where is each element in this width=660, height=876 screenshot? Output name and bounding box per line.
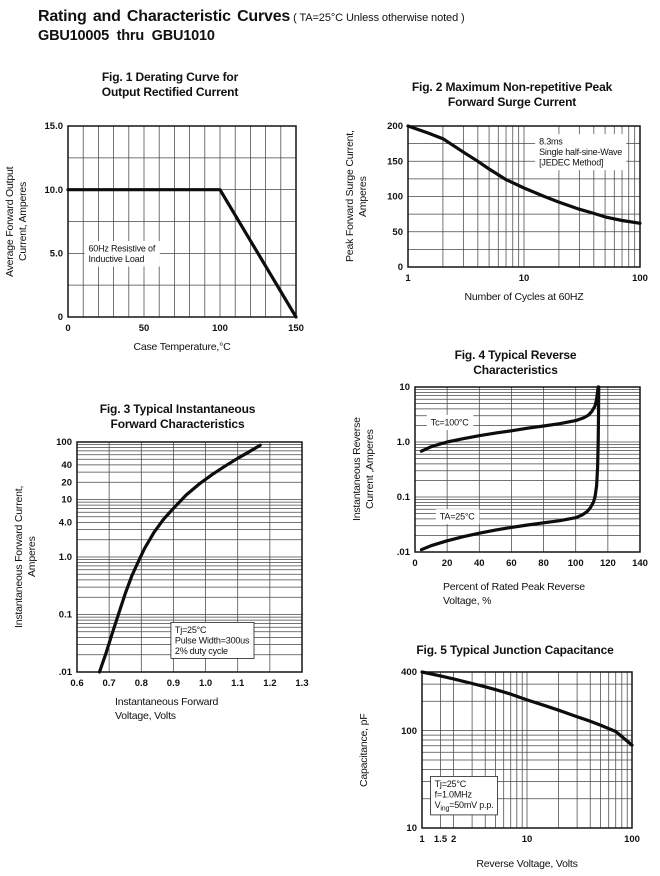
y-tick-label: 400 — [401, 666, 417, 678]
figure-4-y-axis-label: Instantaneous Reverse Current ,Amperes — [351, 417, 376, 522]
annotation — [436, 509, 479, 524]
x-tick-label: 140 — [632, 558, 648, 569]
x-tick-label: 150 — [288, 323, 304, 334]
svg-text:2% duty cycle: 2% duty cycle — [174, 645, 228, 656]
figure-1 — [4, 70, 308, 355]
figure-2-y-axis-label: Peak Forward Surge Current, Amperes — [344, 130, 369, 263]
x-tick-label: 100 — [632, 273, 648, 284]
figure-3-body — [13, 434, 314, 696]
svg-text:Ving=50mV p.p.: $V_{ing}=50mV$ p.p. — [434, 799, 494, 812]
y-tick-label: 40 — [61, 460, 72, 472]
figure-5-x-axis-label: Reverse Voltage, Volts — [476, 857, 578, 870]
y-tick-label: 20 — [61, 477, 72, 489]
x-tick-label: 50 — [138, 323, 150, 334]
page-header — [38, 8, 465, 44]
figure-4-body — [351, 379, 652, 576]
svg-text:f=1.0MHz: f=1.0MHz — [434, 788, 472, 799]
annotation — [427, 415, 473, 430]
figure-1-chart — [32, 118, 306, 341]
figure-4 — [351, 348, 652, 608]
y-tick-label: 100 — [56, 437, 72, 449]
x-tick-label: 0.8 — [134, 678, 148, 689]
x-tick-label: 1.1 — [231, 678, 245, 689]
page-title: Rating and Characteristic Curves — [38, 8, 291, 25]
y-tick-label: 100 — [387, 191, 403, 203]
x-tick-label: 1.5 — [433, 833, 448, 845]
svg-text:60Hz Resistive of: 60Hz Resistive of — [88, 243, 156, 254]
y-tick-label: 1.0 — [396, 437, 410, 449]
figure-1-body — [4, 118, 308, 341]
x-tick-label: 0.9 — [166, 678, 181, 689]
annotation — [171, 622, 254, 658]
x-tick-label: 10 — [521, 833, 533, 845]
figure-3-title: Fig. 3 Typical Instantaneous Forward Characteristics — [99, 402, 256, 431]
figure-3-y-axis-label: Instantaneous Forward Current, Amperes — [13, 485, 38, 629]
y-tick-label: 15.0 — [44, 121, 63, 133]
figure-3-x-axis-label: Instantaneous Forward Voltage, Volts — [115, 696, 219, 722]
figure-3-chart — [41, 434, 312, 696]
annotation — [431, 776, 498, 815]
x-tick-label: 80 — [538, 558, 549, 569]
svg-text:Tc=100°C: Tc=100°C — [430, 417, 469, 428]
y-tick-label: 10 — [399, 382, 410, 394]
y-tick-label: 0.1 — [58, 609, 72, 621]
svg-text:Pulse Width=300us: Pulse Width=300us — [174, 635, 250, 646]
x-tick-label: 2 — [450, 833, 457, 845]
figure-4-chart — [379, 379, 650, 576]
x-tick-label: 1.3 — [295, 678, 309, 689]
y-tick-label: 5.0 — [49, 248, 63, 260]
test-conditions: ( TA=25°C Unless otherwise noted ) — [293, 12, 465, 24]
y-tick-label: 4.0 — [58, 517, 72, 529]
part-number-range: GBU10005 thru GBU1010 — [38, 28, 215, 44]
reverse-current-25c — [421, 387, 598, 550]
figure-2-chart — [372, 118, 650, 291]
x-tick-label: 100 — [567, 558, 584, 569]
x-tick-label: 40 — [474, 558, 485, 569]
x-tick-label: 100 — [212, 323, 228, 334]
y-tick-label: 10.0 — [44, 184, 63, 196]
figure-2-body — [344, 118, 652, 291]
x-tick-label: 60 — [506, 558, 517, 569]
figure-5-y-axis-label: Capacitance, pF — [358, 712, 370, 787]
annotation — [85, 241, 160, 267]
y-tick-label: 200 — [387, 121, 403, 133]
y-tick-label: 0.1 — [396, 492, 410, 504]
svg-text:Tj=25°C: Tj=25°C — [434, 778, 467, 789]
figure-3 — [13, 402, 314, 723]
figure-2-title: Fig. 2 Maximum Non-repetitive Peak Forward Surge Current — [411, 80, 613, 109]
x-tick-label: 0.6 — [70, 678, 84, 689]
x-tick-label: 0 — [412, 558, 418, 569]
figure-2-x-axis-label: Number of Cycles at 60HZ — [464, 291, 584, 303]
x-tick-label: 0 — [65, 323, 71, 334]
y-tick-label: .01 — [396, 547, 410, 559]
annotation — [535, 134, 626, 170]
figure-1-x-axis-label: Case Temperature,°C — [133, 341, 231, 353]
figure-4-x-axis-label: Percent of Rated Peak Reverse Voltage, % — [443, 581, 585, 607]
figure-1-title: Fig. 1 Derating Curve for Output Rectified Current — [101, 70, 239, 99]
figure-1-y-axis-label: Average Forward Output Current, Amperes — [4, 166, 29, 277]
x-tick-label: 1.0 — [198, 678, 213, 689]
y-tick-label: 50 — [392, 227, 403, 238]
y-tick-label: 10 — [406, 822, 417, 834]
y-tick-label: 10 — [61, 494, 72, 506]
svg-text:TA=25°C: TA=25°C — [439, 511, 475, 522]
figure-5 — [358, 643, 644, 871]
figure-5-body — [358, 664, 644, 852]
x-tick-label: 20 — [441, 558, 453, 569]
x-tick-label: 100 — [624, 833, 640, 845]
x-tick-label: 120 — [599, 558, 616, 569]
svg-text:8.3ms: 8.3ms — [539, 136, 563, 147]
y-tick-label: 0 — [57, 312, 63, 324]
x-tick-label: 1 — [419, 833, 425, 845]
x-tick-label: 1 — [405, 273, 411, 284]
svg-text:[JEDEC Method]: [JEDEC Method] — [539, 157, 604, 168]
svg-text:Single half-sine-Wave: Single half-sine-Wave — [539, 147, 623, 158]
figure-2 — [344, 80, 652, 305]
y-tick-label: 150 — [387, 156, 403, 168]
svg-text:Tj=25°C: Tj=25°C — [174, 624, 207, 635]
figure-5-chart — [386, 664, 642, 852]
y-tick-label: .01 — [58, 667, 72, 679]
x-tick-label: 10 — [518, 273, 530, 284]
figure-4-title: Fig. 4 Typical Reverse Characteristics — [454, 348, 577, 377]
svg-text:Inductive Load: Inductive Load — [88, 254, 145, 264]
header-line1 — [38, 8, 465, 26]
y-tick-label: 0 — [397, 262, 403, 274]
x-tick-label: 0.7 — [102, 678, 116, 689]
y-tick-label: 100 — [401, 725, 417, 737]
figure-5-title: Fig. 5 Typical Junction Capacitance — [416, 643, 614, 657]
x-tick-label: 1.2 — [263, 678, 277, 689]
y-tick-label: 1.0 — [58, 552, 72, 564]
